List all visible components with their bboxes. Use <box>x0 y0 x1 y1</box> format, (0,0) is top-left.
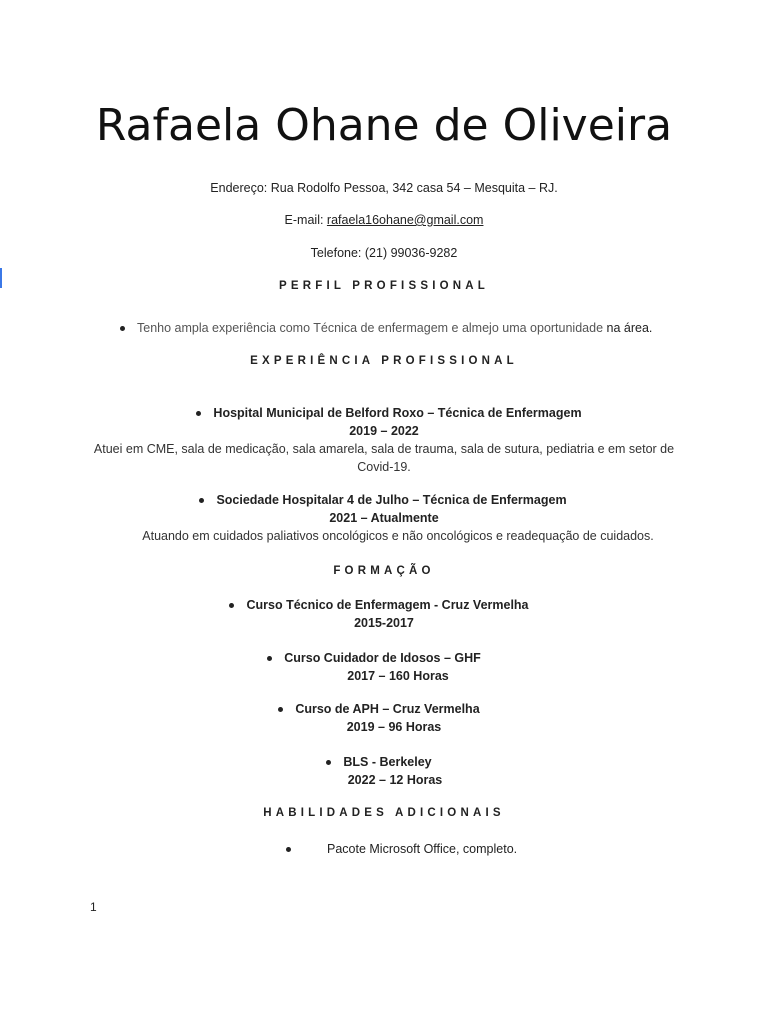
experience-description: Atuando em cuidados paliativos oncológicos e não oncológicos e readequação de cuidados. <box>142 529 654 543</box>
education-title: Curso de APH – Cruz Vermelha <box>295 702 480 716</box>
experience-title: Sociedade Hospitalar 4 de Julho – Técnica de Enfermagem <box>216 493 567 507</box>
skills-text: Pacote Microsoft Office, completo. <box>327 842 518 856</box>
experience-title: Hospital Municipal de Belford Roxo – Técnica de Enfermagem <box>213 406 582 420</box>
email-link[interactable]: rafaela16ohane@gmail.com <box>326 213 484 227</box>
profile-heading: PERFIL PROFISSIONAL <box>279 280 489 292</box>
address-line: Endereço: Rua Rodolfo Pessoa, 342 casa 54 – Mesquita – RJ. <box>210 181 558 195</box>
education-item <box>0 650 768 684</box>
experience-item-1 <box>0 405 768 475</box>
bullet-icon <box>196 411 201 416</box>
education-detail: 2019 – 96 Horas <box>346 720 442 734</box>
experience-description: Atuei em CME, sala de medicação, sala amarela, sala de trauma, sala de sutura, pediatria e em setor de <box>93 442 675 456</box>
education-detail: 2017 – 160 Horas <box>347 669 449 683</box>
experience-period: 2021 – Atualmente <box>329 511 439 525</box>
education-detail: 2015-2017 <box>354 616 414 630</box>
skills-heading: HABILIDADES ADICIONAIS <box>263 807 505 819</box>
education-detail: 2022 – 12 Horas <box>347 773 443 787</box>
profile-text: Tenho ampla experiência como Técnica de enfermagem e almejo uma oportunidade na área. <box>137 321 653 335</box>
bullet-icon <box>326 760 331 765</box>
bullet-icon <box>199 498 204 503</box>
bullet-icon <box>229 603 234 608</box>
email-line <box>0 212 768 228</box>
email-label: E-mail: <box>284 213 327 227</box>
bullet-icon <box>278 707 283 712</box>
education-title: Curso Técnico de Enfermagem - Cruz Vermelha <box>246 598 529 612</box>
bullet-icon <box>286 847 291 852</box>
education-title: BLS - Berkeley <box>343 755 432 769</box>
education-item <box>0 701 768 735</box>
profile-item <box>120 320 652 336</box>
candidate-name: Rafaela Ohane de Oliveira <box>95 100 673 151</box>
bullet-icon <box>120 326 125 331</box>
education-item <box>0 597 768 631</box>
phone-line: Telefone: (21) 99036-9282 <box>310 246 458 260</box>
experience-heading: EXPERIÊNCIA PROFISSIONAL <box>250 355 518 367</box>
experience-period: 2019 – 2022 <box>349 424 419 438</box>
skills-item <box>286 841 517 857</box>
page-number: 1 <box>90 900 97 914</box>
experience-item-2 <box>0 492 768 544</box>
education-item <box>0 754 768 788</box>
education-heading: FORMAÇÃO <box>333 565 435 577</box>
experience-description-cont: Covid-19. <box>357 460 411 474</box>
bullet-icon <box>267 656 272 661</box>
education-title: Curso Cuidador de Idosos – GHF <box>284 651 481 665</box>
